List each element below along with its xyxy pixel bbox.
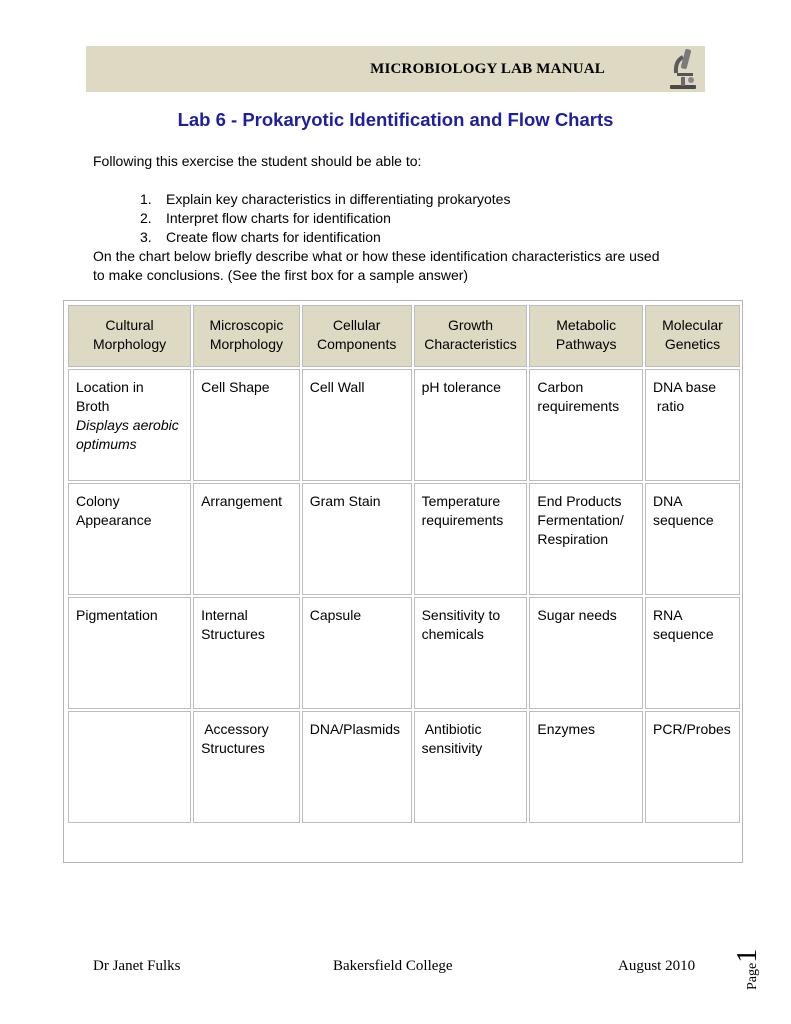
table-cell: Enzymes — [529, 711, 643, 823]
header-growth-characteristics: Growth Characteristics — [414, 305, 528, 367]
footer-author: Dr Janet Fulks — [93, 958, 181, 974]
header-cellular-components: Cellular Components — [302, 305, 412, 367]
table-cell: End Products Fermentation/ Respiration — [529, 483, 643, 595]
manual-title: MICROBIOLOGY LAB MANUAL — [370, 61, 605, 77]
table-cell: Accessory Structures — [193, 711, 300, 823]
table-cell: Antibiotic sensitivity — [414, 711, 528, 823]
sample-answer: Displays aerobic — [76, 417, 179, 433]
table-cell: Capsule — [302, 597, 412, 709]
table-cell — [68, 711, 191, 823]
table-cell: DNA base ratio — [645, 369, 740, 481]
header-molecular-genetics: Molecular Genetics — [645, 305, 740, 367]
table-cell: Carbon requirements — [529, 369, 643, 481]
table-row — [68, 483, 740, 595]
table-header-row — [68, 305, 740, 367]
table-cell: DNA sequence — [645, 483, 740, 595]
list-item: 2. Interpret flow charts for identification — [140, 210, 391, 226]
table-cell: Colony Appearance — [68, 483, 191, 595]
header-microscopic-morphology: Microscopic Morphology — [193, 305, 300, 367]
table-row — [68, 711, 740, 823]
header-bar — [86, 46, 705, 92]
table-cell: Gram Stain — [302, 483, 412, 595]
header-metabolic-pathways: Metabolic Pathways — [529, 305, 643, 367]
footer-date: August 2010 — [618, 958, 696, 974]
page-word: Page — [745, 962, 760, 990]
instructions-text: On the chart below briefly describe what or how these identification characteristics are used to make conclusions. (See the first box for a sample answer) — [93, 248, 660, 283]
characteristics-table — [63, 300, 743, 863]
table-cell: Internal Structures — [193, 597, 300, 709]
table-cell: RNA sequence — [645, 597, 740, 709]
table-cell: Arrangement — [193, 483, 300, 595]
table-cell: DNA/Plasmids — [302, 711, 412, 823]
list-item: 3. Create flow charts for identification — [140, 229, 381, 245]
table-cell: Temperature requirements — [414, 483, 528, 595]
objectives-list — [140, 190, 510, 247]
table-row — [68, 369, 740, 481]
microscope-icon — [667, 47, 701, 91]
page-number — [732, 930, 772, 990]
list-item: 1. Explain key characteristics in differentiating prokaryotes — [140, 191, 511, 207]
table-cell: Cell Wall — [302, 369, 412, 481]
table-cell: PCR/Probes — [645, 711, 740, 823]
lab-title: Lab 6 - Prokaryotic Identification and Flow Charts — [177, 109, 614, 130]
table-cell: Location in Broth Displays aerobic optimums — [68, 369, 191, 481]
sample-answer: optimums — [76, 436, 137, 452]
intro-text: Following this exercise the student should be able to: — [93, 153, 422, 169]
table-cell: Sensitivity to chemicals — [414, 597, 528, 709]
table-cell: pH tolerance — [414, 369, 528, 481]
header-cultural-morphology: Cultural Morphology — [68, 305, 191, 367]
table-cell: Sugar needs — [529, 597, 643, 709]
footer-institution: Bakersfield College — [333, 958, 453, 974]
table-row — [68, 597, 740, 709]
table-cell: Pigmentation — [68, 597, 191, 709]
page-number-value: 1 — [732, 948, 763, 963]
table-cell: Cell Shape — [193, 369, 300, 481]
